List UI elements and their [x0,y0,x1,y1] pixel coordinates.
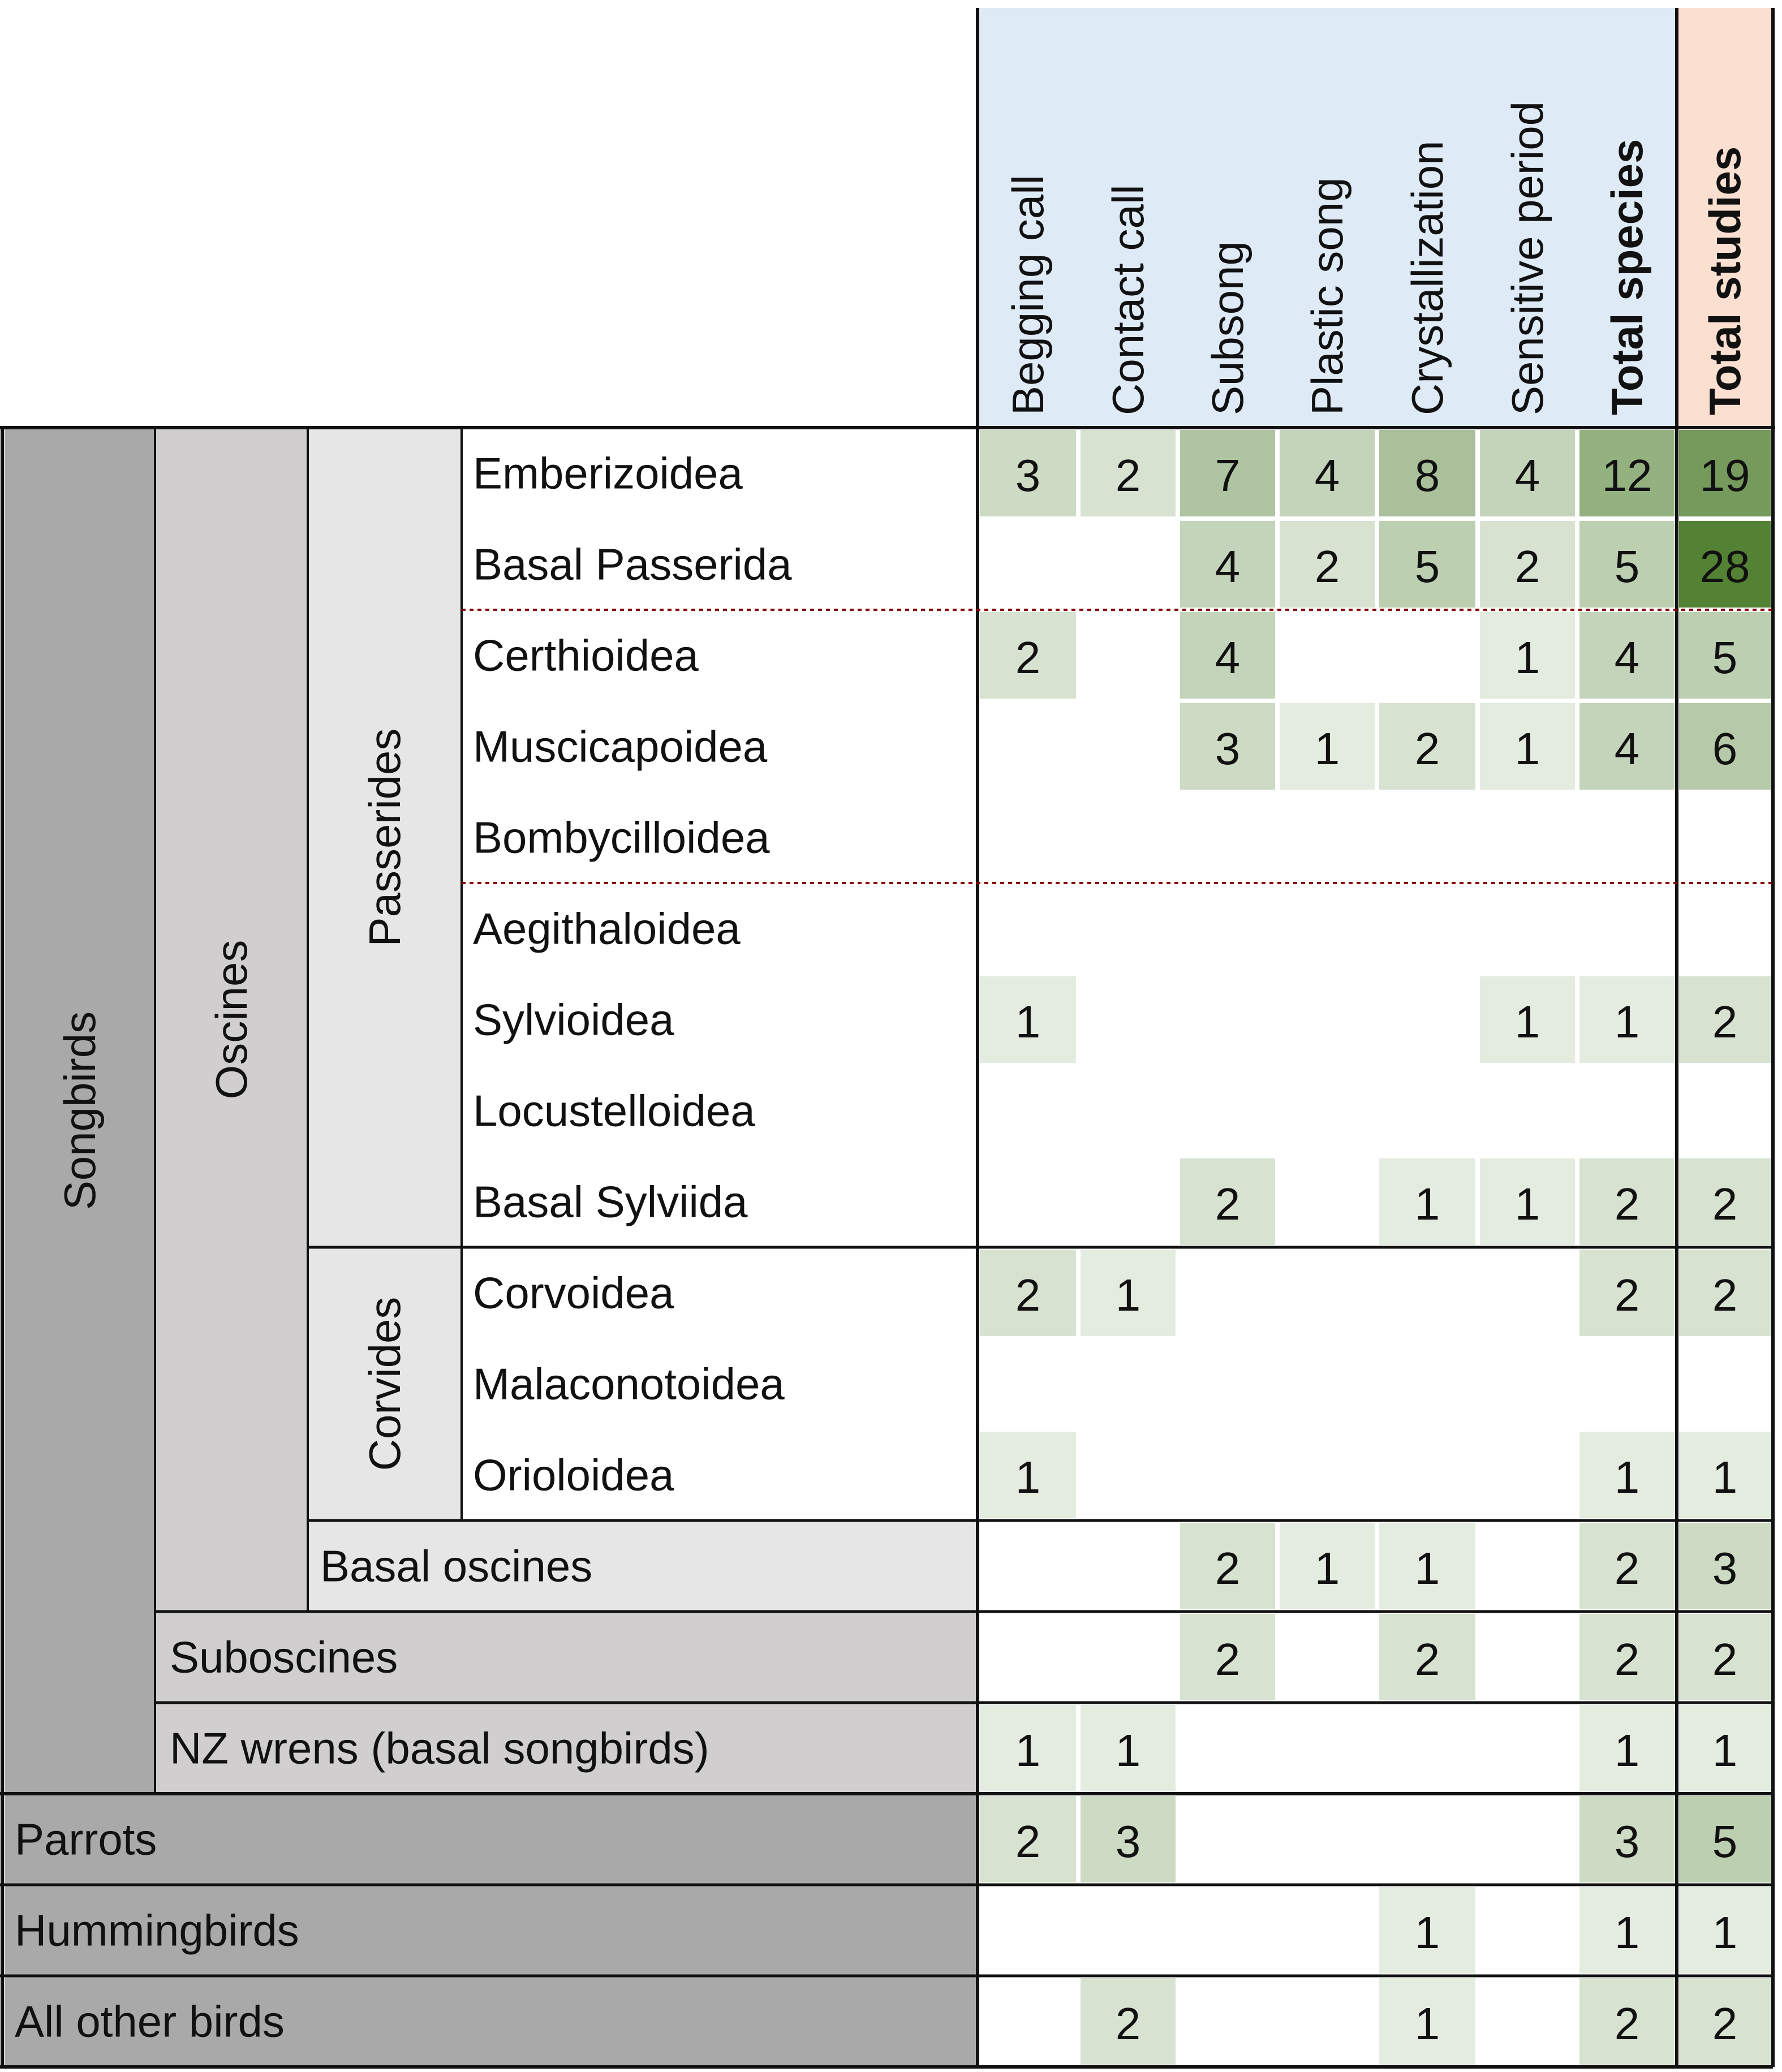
value-all-other-birds-contact-call: 2 [1115,1998,1141,2049]
value-muscicapoidea-crystallization: 2 [1414,723,1440,774]
value-basal-passerida-total-studies: 28 [1699,541,1750,592]
row-label-parrots: Parrots [15,1814,157,1864]
value-basal-sylviida-total-species: 2 [1614,1179,1640,1229]
group-label-corvides: Corvides [360,1296,410,1471]
value-parrots-begging-call: 2 [1015,1816,1041,1867]
value-nz-wrens-basal-songbirds-contact-call: 1 [1115,1725,1141,1776]
value-suboscines-total-species: 2 [1614,1634,1640,1685]
value-emberizoidea-sensitive-period: 4 [1514,450,1540,501]
value-certhioidea-total-species: 4 [1614,632,1640,683]
value-emberizoidea-crystallization: 8 [1414,450,1440,501]
value-basal-passerida-sensitive-period: 2 [1514,541,1540,592]
value-corvoidea-begging-call: 2 [1015,1270,1041,1320]
row-label-nz-wrens-basal-songbirds: NZ wrens (basal songbirds) [170,1723,709,1773]
value-hummingbirds-total-species: 1 [1614,1907,1640,1958]
row-label-basal-sylviida: Basal Sylviida [473,1177,748,1227]
value-basal-passerida-total-species: 5 [1614,541,1640,592]
row-label-basal-oscines: Basal oscines [320,1541,593,1591]
group-label-songbirds: Songbirds [55,1011,105,1211]
value-emberizoidea-subsong: 7 [1215,450,1241,501]
row-label-corvoidea: Corvoidea [473,1268,674,1318]
value-basal-oscines-plastic-song: 1 [1314,1543,1340,1593]
value-sylvioidea-total-studies: 2 [1712,997,1738,1047]
column-header-total-species: Total species [1602,139,1652,415]
value-sylvioidea-total-species: 1 [1614,997,1640,1047]
value-muscicapoidea-total-studies: 6 [1712,723,1738,774]
row-label-all-other-birds: All other birds [15,1996,285,2047]
value-basal-oscines-subsong: 2 [1215,1543,1241,1593]
row-label-malaconotoidea: Malaconotoidea [473,1359,785,1409]
value-certhioidea-total-studies: 5 [1712,632,1738,683]
value-parrots-total-species: 3 [1614,1816,1640,1867]
value-muscicapoidea-sensitive-period: 1 [1514,723,1540,774]
value-emberizoidea-total-studies: 19 [1699,450,1750,501]
value-orioloidea-total-species: 1 [1614,1452,1640,1502]
group-label-passerides: Passerides [360,728,410,947]
value-parrots-total-studies: 5 [1712,1816,1738,1867]
row-label-orioloidea: Orioloidea [473,1450,674,1500]
row-label-sylvioidea: Sylvioidea [473,994,674,1045]
value-certhioidea-sensitive-period: 1 [1514,632,1540,683]
value-basal-sylviida-sensitive-period: 1 [1514,1179,1540,1229]
row-label-aegithaloidea: Aegithaloidea [473,903,741,954]
value-suboscines-subsong: 2 [1215,1634,1241,1685]
value-basal-sylviida-crystallization: 1 [1414,1179,1440,1229]
value-muscicapoidea-plastic-song: 1 [1314,723,1340,774]
value-hummingbirds-total-studies: 1 [1712,1907,1738,1958]
value-all-other-birds-total-studies: 2 [1712,1998,1738,2049]
value-basal-oscines-total-studies: 3 [1712,1543,1738,1593]
column-header-sensitive-period: Sensitive period [1503,101,1552,415]
row-label-emberizoidea: Emberizoidea [473,448,743,498]
value-all-other-birds-crystallization: 1 [1414,1998,1440,2049]
column-header-crystallization: Crystallization [1402,140,1452,415]
column-header-total-studies: Total studies [1700,146,1750,415]
row-label-bombycilloidea: Bombycilloidea [473,812,770,863]
value-basal-oscines-total-species: 2 [1614,1543,1640,1593]
row-label-suboscines: Suboscines [170,1632,398,1682]
value-basal-passerida-crystallization: 5 [1414,541,1440,592]
value-corvoidea-contact-call: 1 [1115,1270,1141,1320]
column-header-contact-call: Contact call [1103,184,1153,415]
value-nz-wrens-basal-songbirds-total-species: 1 [1614,1725,1640,1776]
group-label-oscines: Oscines [206,940,256,1100]
column-header-begging-call: Begging call [1003,175,1053,415]
value-corvoidea-total-studies: 2 [1712,1270,1738,1320]
value-basal-passerida-subsong: 4 [1215,541,1241,592]
row-label-locustelloidea: Locustelloidea [473,1085,755,1136]
value-orioloidea-total-studies: 1 [1712,1452,1738,1502]
value-emberizoidea-plastic-song: 4 [1314,450,1340,501]
column-header-plastic-song: Plastic song [1302,177,1352,415]
value-emberizoidea-contact-call: 2 [1115,450,1141,501]
value-sylvioidea-sensitive-period: 1 [1514,997,1540,1047]
row-label-certhioidea: Certhioidea [473,630,699,680]
value-basal-sylviida-total-studies: 2 [1712,1179,1738,1229]
value-all-other-birds-total-species: 2 [1614,1998,1640,2049]
value-hummingbirds-crystallization: 1 [1414,1907,1440,1958]
value-orioloidea-begging-call: 1 [1015,1452,1041,1502]
value-basal-passerida-plastic-song: 2 [1314,541,1340,592]
value-suboscines-total-studies: 2 [1712,1634,1738,1685]
value-certhioidea-subsong: 4 [1215,632,1241,683]
value-muscicapoidea-total-species: 4 [1614,723,1640,774]
row-label-muscicapoidea: Muscicapoidea [473,721,768,772]
value-muscicapoidea-subsong: 3 [1215,723,1241,774]
value-parrots-contact-call: 3 [1115,1816,1141,1867]
column-header-subsong: Subsong [1203,241,1252,415]
value-emberizoidea-begging-call: 3 [1015,450,1041,501]
value-basal-sylviida-subsong: 2 [1215,1179,1241,1229]
row-label-hummingbirds: Hummingbirds [15,1905,299,1955]
value-nz-wrens-basal-songbirds-total-studies: 1 [1712,1725,1738,1776]
value-basal-oscines-crystallization: 1 [1414,1543,1440,1593]
row-label-basal-passerida: Basal Passerida [473,539,792,589]
value-emberizoidea-total-species: 12 [1602,450,1652,501]
value-sylvioidea-begging-call: 1 [1015,997,1041,1047]
value-suboscines-crystallization: 2 [1414,1634,1440,1685]
value-certhioidea-begging-call: 2 [1015,632,1041,683]
value-nz-wrens-basal-songbirds-begging-call: 1 [1015,1725,1041,1776]
value-corvoidea-total-species: 2 [1614,1270,1640,1320]
